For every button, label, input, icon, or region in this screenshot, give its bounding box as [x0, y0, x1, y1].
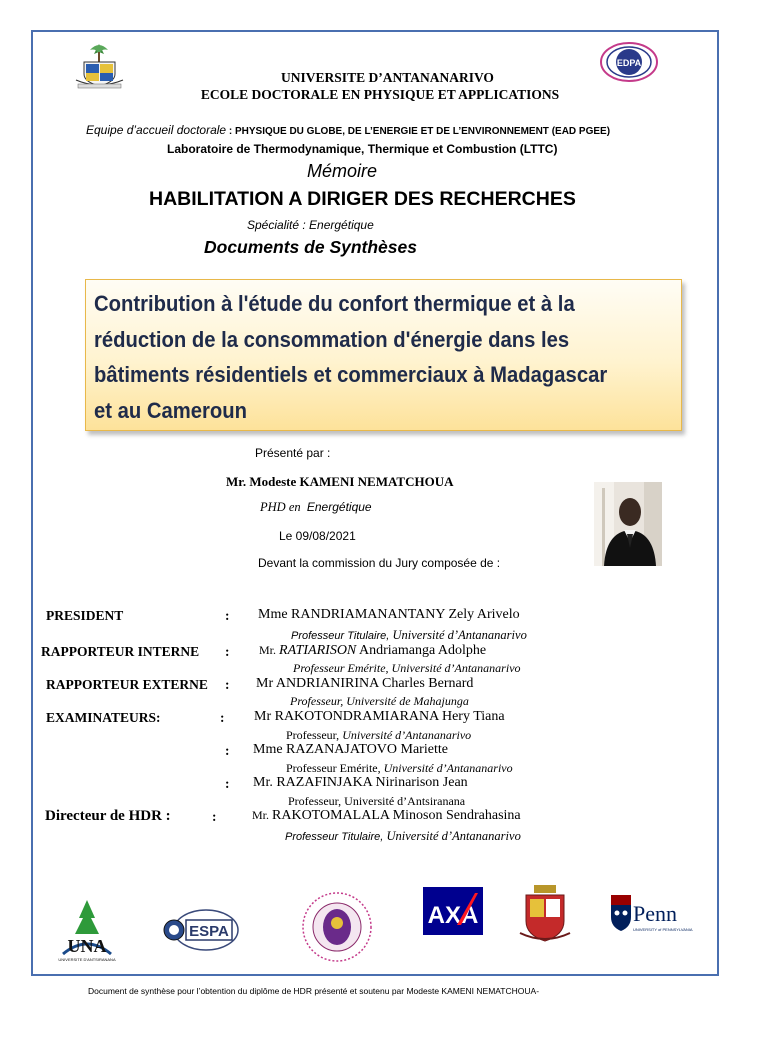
jury-intro: Devant la commission du Jury composée de :	[258, 556, 501, 570]
presentation-date: Le 09/08/2021	[279, 529, 356, 543]
rapporteur-interne-name	[259, 643, 486, 659]
thesis-title-line: Contribution à l'étude du confort thermique et à la	[94, 291, 575, 316]
thesis-title-box	[85, 279, 682, 431]
phd-prefix: PHD en	[260, 500, 301, 514]
jury-colon: :	[220, 710, 225, 725]
team-line	[86, 123, 610, 137]
svg-text:UNA: UNA	[67, 936, 107, 956]
doctoral-school-name: ECOLE DOCTORALE EN PHYSIQUE ET APPLICATIONS	[200, 87, 560, 102]
examinateur-name: Mr RAKOTONDRAMIARANA Hery Tiana	[254, 709, 505, 724]
una-logo-text: UNIVERSITE D'ANTSIRANANA	[58, 957, 116, 962]
jury-role-rapporteur-interne: RAPPORTEUR INTERNE	[41, 644, 200, 659]
directeur-name	[252, 808, 521, 824]
team-label: Equipe d’accueil doctorale	[86, 123, 227, 137]
degree-title: HABILITATION A DIRIGER DES RECHERCHES	[149, 188, 576, 210]
rapporteur-interne-surname: RATIARISON	[279, 643, 357, 658]
presented-by-label: Présenté par :	[255, 446, 331, 460]
penn-logo-subtext: UNIVERSITY of PENNSYLVANIA	[633, 927, 693, 932]
president-title: Professeur Titulaire,	[291, 630, 390, 642]
author-name: Mr. Modeste KAMENI NEMATCHOUA	[226, 474, 454, 489]
directeur-surname: RAKOTOMALALA Minoson Sendrahasina	[272, 808, 521, 823]
jury-colon: :	[212, 809, 217, 824]
president-affiliation	[291, 626, 527, 644]
penn-logo-text: Penn	[633, 901, 677, 926]
axa-logo	[423, 887, 483, 935]
thesis-title-line: réduction de la consommation d'énergie dans les	[94, 326, 570, 352]
jury-colon: :	[225, 608, 230, 623]
document-type: Documents de Synthèses	[204, 237, 417, 257]
memoire-label: Mémoire	[307, 161, 378, 181]
examinateur-name: Mme RAZANAJATOVO Mariette	[253, 742, 448, 757]
rapporteur-interne-affiliation: Professeur Emérite, Université d’Antananarivo	[293, 661, 521, 675]
jury-colon: :	[225, 677, 230, 692]
jury-colon: :	[225, 776, 230, 791]
examinateur-title: Professeur,	[286, 728, 340, 742]
edpa-logo-text: EDPA	[616, 58, 642, 68]
jury-colon: :	[225, 644, 230, 659]
jury-role-directeur: Directeur de HDR :	[45, 808, 171, 824]
una-logo	[57, 898, 117, 964]
examinateur-name: Mr. RAZAFINJAKA Nirinarison Jean	[253, 775, 468, 790]
espa-logo	[158, 896, 242, 962]
examinateur-institution: Université d’Antananarivo	[380, 761, 513, 775]
directeur-institution: Université d’Antananarivo	[383, 829, 521, 843]
axa-logo-text: AXA	[427, 902, 479, 929]
jury-role-rapporteur-externe: RAPPORTEUR EXTERNE	[46, 677, 208, 692]
president-name: Mme RANDRIAMANANTANY Zely Arivelo	[258, 607, 520, 622]
penn-logo	[607, 881, 693, 943]
rapporteur-externe-affiliation: Professeur, Université de Mahajunga	[290, 694, 469, 708]
rapporteur-interne-prefix: Mr.	[259, 643, 280, 657]
speciality: Spécialité : Energétique	[247, 218, 374, 232]
directeur-prefix: Mr.	[252, 808, 273, 822]
phd-line	[260, 500, 372, 515]
jury-colon: :	[225, 743, 230, 758]
laboratory-name: Laboratoire de Thermodynamique, Thermique et Combustion (LTTC)	[167, 142, 558, 156]
examinateur-title: Professeur Emérite,	[286, 761, 381, 775]
author-photo	[594, 482, 662, 566]
president-institution: Université d’Antananarivo	[389, 628, 527, 642]
thesis-title-line: bâtiments résidentiels et commerciaux à Madagascar	[94, 362, 608, 387]
rapporteur-interne-given: Andriamanga Adolphe	[356, 643, 487, 658]
examinateur-institution: Université d’Antananarivo	[339, 728, 472, 742]
crest-logo	[518, 883, 572, 945]
rapporteur-externe-name: Mr ANDRIANIRINA Charles Bernard	[256, 676, 474, 691]
phd-field: Energétique	[306, 500, 372, 514]
team-value: : PHYSIQUE DU GLOBE, DE L’ENERGIE ET DE L’ENVIRONNEMENT (EAD PGEE)	[226, 126, 611, 137]
page-footer: Document de synthèse pour l’obtention du diplôme de HDR présenté et soutenu par Modeste KAMENI NEMATCHOUA-	[88, 986, 540, 996]
mahajunga-logo	[298, 890, 376, 964]
thesis-title-line: et au Cameroun	[94, 397, 248, 423]
university-name: UNIVERSITE D’ANTANANARIVO	[281, 70, 494, 85]
directeur-affiliation	[285, 827, 521, 845]
examinateur-title: Professeur, Université d’Antsiranana	[288, 794, 466, 808]
espa-logo-text: ESPA	[189, 923, 229, 940]
jury-role-examinateurs: EXAMINATEURS:	[46, 710, 161, 725]
thesis-title	[94, 286, 670, 428]
jury-role-president: PRESIDENT	[46, 608, 124, 623]
directeur-title: Professeur Titulaire,	[285, 831, 384, 843]
